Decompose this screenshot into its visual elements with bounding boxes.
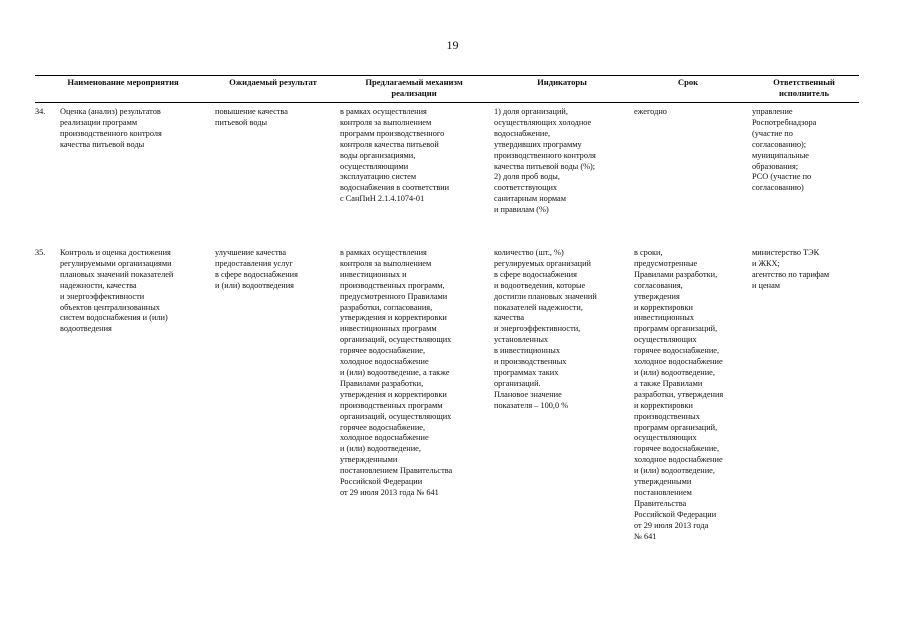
row-responsible: министерство ТЭК и ЖКХ; агентство по тарифам и ценам [752,248,830,290]
header-mechanism: Предлагаемый механизм реализации [365,77,463,98]
row-term: ежегодно [634,107,667,116]
row-number: 34. [35,107,46,116]
page-number: 19 [446,38,459,52]
header-result: Ожидаемый результат [229,77,317,87]
row-name: Оценка (анализ) результатов реализации программ производственного контроля качества питьевой воды [60,107,162,149]
row-term: в сроки, предусмотренные Правилами разработки, согласования, утверждения и корректировки инвестиционных программ организаций, осуществляющих горячее водоснабжение, холодное водоснабжение и (или) водоотведение, а также Правилами разработки, утверждения и корректировки производственных программ организаций, осуществляющих горячее водоснабжение, холодное водоснабжение и (или) водоотведение, утвержденными постановлением Правительства Российской Федерации от 29 июля 2013 года № 641 [634,248,724,541]
header-term: Срок [677,77,699,87]
header-responsible: Ответственный исполнитель [773,77,835,98]
header-indicators: Индикаторы [537,77,587,87]
row-responsible: управление Роспотребнадзора (участие по согласованию); муниципальные образования; РСО (участие по согласованию) [752,107,817,193]
row-number: 35. [35,248,46,257]
header-name: Наименование мероприятия [67,77,179,87]
row-name: Контроль и оценка достижения регулируемыми организациями плановых значений показателей надежности, качества и энергоэффективности объектов централизованных систем водоснабжения и (или) водоотведения [60,248,174,334]
row-mechanism: в рамках осуществления контроля за выполнением инвестиционных и производственных программ, предусмотренного Правилами разработки, согласования, утверждения и корректировки инвестиционных программ организаций, осуществляющих горячее водоснабжение, холодное водоснабжение и (или) водоотведение, а также Правилами разработки, утверждения и корректировки производственных программ организаций, осуществляющих горячее водоснабжение, холодное водоснабжение и (или) водоотведение, утвержденными постановлением Правительства Российской Федерации от 29 июля 2013 года № 641 [340,248,453,497]
header-top-rule [35,75,859,76]
row-indicators: количество (шт., %) регулируемых организаций в сфере водоснабжения и водоотведения, которые достигли плановых значений показателей надежности, качества и энергоэффективности, установленных в инвестиционных и производственных программах таких организаций. Плановое значение показателя – 100,0 % [494,248,597,410]
row-result: повышение качества питьевой воды [215,107,288,127]
row-result: улучшение качества предоставления услуг в сфере водоснабжения и (или) водоотведения [215,248,298,290]
row-indicators: 1) доля организаций, осуществляющих холодное водоснабжение, утвердивших программу производственного контроля качества питьевой воды (%); 2) доля проб воды, соответствующих санитарным нормам и правилам (%) [494,107,596,215]
header-bottom-rule [35,102,859,103]
row-mechanism: в рамках осуществления контроля за выполнением программ производственного контроля качества питьевой воды организациями, осуществляющими эксплуатацию систем водоснабжения в соответствии с СанПиН 2.1.4.1074-01 [340,107,450,204]
